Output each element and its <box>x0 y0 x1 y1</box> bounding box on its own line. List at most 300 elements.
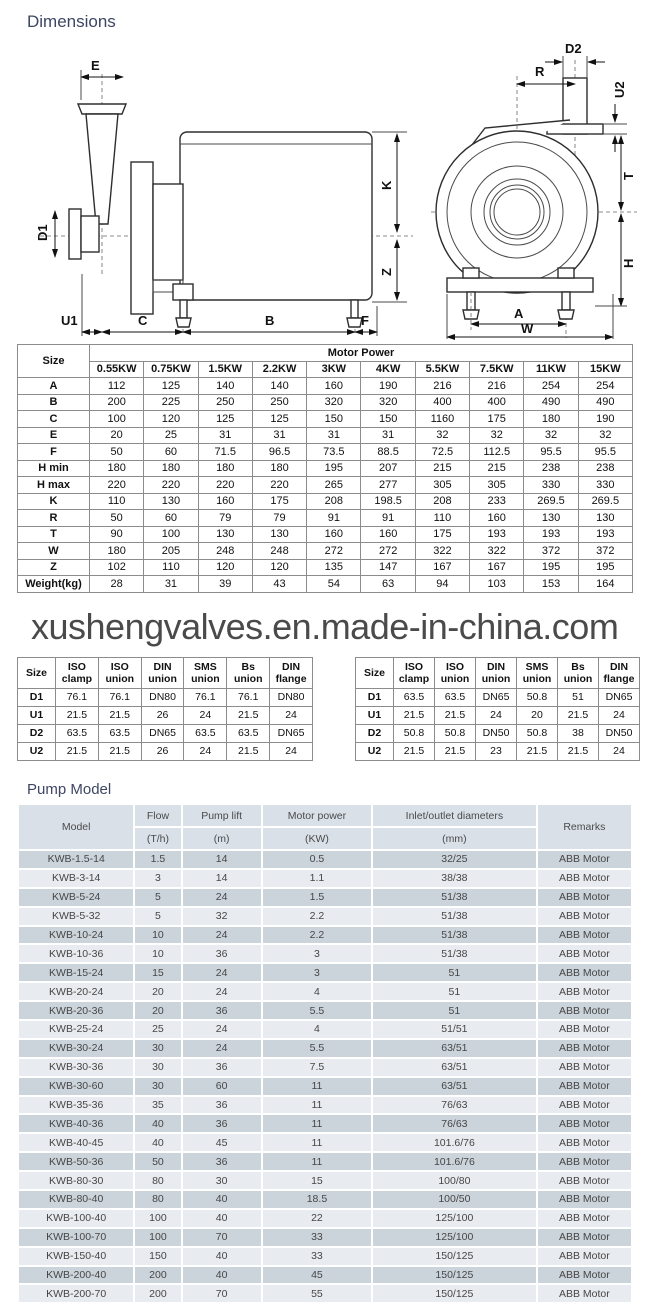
pump-model-table <box>17 803 633 1304</box>
pump-power: 7.5 <box>263 1059 371 1076</box>
dimension-value: 160 <box>198 493 252 510</box>
pump-lift: 14 <box>183 851 261 868</box>
pump-remarks: ABB Motor <box>538 1210 631 1227</box>
dimension-row <box>18 460 633 477</box>
pump-remarks: ABB Motor <box>538 1229 631 1246</box>
connection-value: 21.5 <box>558 743 599 761</box>
diameters-unit: (mm) <box>373 828 536 849</box>
dimension-value: 269.5 <box>524 493 578 510</box>
pump-lift: 36 <box>183 945 261 962</box>
dimension-value: 195 <box>578 559 632 576</box>
pump-lift: 32 <box>183 908 261 925</box>
pump-flow: 80 <box>135 1191 180 1208</box>
pump-flow: 15 <box>135 964 180 981</box>
pump-power: 33 <box>263 1248 371 1265</box>
connection-value: 63.5 <box>394 689 435 707</box>
dimension-value: 160 <box>361 526 415 543</box>
dimension-value: 215 <box>415 460 469 477</box>
dimension-value: 322 <box>415 543 469 560</box>
pump-model: KWB-80-40 <box>19 1191 133 1208</box>
pump-diameters: 32/25 <box>373 851 536 868</box>
dimension-value: 305 <box>415 477 469 494</box>
pump-lift: 70 <box>183 1229 261 1246</box>
pump-model-row <box>19 1134 631 1151</box>
dimension-value: 180 <box>90 543 144 560</box>
pump-power: 1.1 <box>263 870 371 887</box>
dimension-value: 400 <box>470 394 524 411</box>
connection-value: 21.5 <box>227 743 270 761</box>
pump-diameters: 100/50 <box>373 1191 536 1208</box>
pump-lift: 14 <box>183 870 261 887</box>
pump-remarks: ABB Motor <box>538 870 631 887</box>
pump-model: KWB-50-36 <box>19 1153 133 1170</box>
connection-value: 24 <box>270 707 313 725</box>
dimension-value: 330 <box>578 477 632 494</box>
dim-label-f: F <box>361 313 369 328</box>
dimension-value: 164 <box>578 576 632 593</box>
pump-remarks: ABB Motor <box>538 927 631 944</box>
connection-column-header: Size <box>356 658 394 689</box>
pump-remarks: ABB Motor <box>538 1134 631 1151</box>
d1-port-flange <box>69 209 81 259</box>
pump-power: 2.2 <box>263 927 371 944</box>
pump-power: 4 <box>263 983 371 1000</box>
dimension-value: 31 <box>252 427 306 444</box>
dimension-value: 320 <box>307 394 361 411</box>
pump-model-row <box>19 1002 631 1019</box>
pump-lift: 60 <box>183 1078 261 1095</box>
dimension-value: 220 <box>144 477 198 494</box>
connection-row-label: U2 <box>18 743 56 761</box>
pump-diameters: 51/38 <box>373 927 536 944</box>
connection-row <box>18 725 313 743</box>
pump-flow: 50 <box>135 1153 180 1170</box>
dimension-row <box>18 477 633 494</box>
dimension-row-label: R <box>18 510 90 527</box>
pump-model-row <box>19 1210 631 1227</box>
dimension-value: 130 <box>144 493 198 510</box>
pump-remarks: ABB Motor <box>538 851 631 868</box>
dimension-row-label: K <box>18 493 90 510</box>
pump-model: KWB-20-24 <box>19 983 133 1000</box>
pump-diameters: 38/38 <box>373 870 536 887</box>
dimension-value: 32 <box>578 427 632 444</box>
pump-power: 11 <box>263 1097 371 1114</box>
pump-power: 22 <box>263 1210 371 1227</box>
pump-flow: 30 <box>135 1078 180 1095</box>
dimension-row <box>18 444 633 461</box>
dimension-value: 110 <box>90 493 144 510</box>
dimension-value: 225 <box>144 394 198 411</box>
connection-value: DN50 <box>599 725 640 743</box>
pump-flow: 35 <box>135 1097 180 1114</box>
pump-model: KWB-80-30 <box>19 1172 133 1189</box>
dimension-value: 120 <box>198 559 252 576</box>
dimension-value: 216 <box>470 378 524 395</box>
dimension-value: 248 <box>252 543 306 560</box>
size-corner-header: Size <box>18 345 90 378</box>
connection-value: 38 <box>558 725 599 743</box>
dimension-row <box>18 576 633 593</box>
dimension-table <box>17 344 633 593</box>
pump-diameters: 51/51 <box>373 1021 536 1038</box>
dimension-value: 90 <box>90 526 144 543</box>
dimension-row-label: B <box>18 394 90 411</box>
pump-model-row <box>19 1059 631 1076</box>
dimension-value: 180 <box>252 460 306 477</box>
dimension-value: 193 <box>470 526 524 543</box>
connection-value: 21.5 <box>394 707 435 725</box>
pump-flow: 40 <box>135 1115 180 1132</box>
connection-row <box>18 743 313 761</box>
pump-side-view-drawing <box>25 44 420 340</box>
dimension-value: 95.5 <box>578 444 632 461</box>
dimension-value: 130 <box>198 526 252 543</box>
dimension-value: 220 <box>90 477 144 494</box>
dimension-value: 125 <box>252 411 306 428</box>
connection-value: 21.5 <box>98 707 141 725</box>
flow-column-header: Flow <box>135 805 180 826</box>
pump-lift: 36 <box>183 1059 261 1076</box>
dimension-row-label: Z <box>18 559 90 576</box>
pump-flow: 10 <box>135 945 180 962</box>
dimension-value: 50 <box>90 444 144 461</box>
pump-power: 4 <box>263 1021 371 1038</box>
dim-label-z: Z <box>379 268 394 276</box>
dimension-value: 272 <box>307 543 361 560</box>
pump-model-row <box>19 1248 631 1265</box>
pump-model-row <box>19 945 631 962</box>
pump-model: KWB-30-36 <box>19 1059 133 1076</box>
connection-value: 63.5 <box>98 725 141 743</box>
dimension-value: 254 <box>578 378 632 395</box>
connection-value: 21.5 <box>435 743 476 761</box>
dimension-value: 50 <box>90 510 144 527</box>
dimension-value: 372 <box>578 543 632 560</box>
dimension-value: 160 <box>470 510 524 527</box>
pump-lift: 24 <box>183 964 261 981</box>
motor-power-header: Motor Power <box>90 345 633 362</box>
power-rating-header: 4KW <box>361 361 415 378</box>
dimension-value: 140 <box>198 378 252 395</box>
connection-value: 63.5 <box>184 725 227 743</box>
dimension-value: 32 <box>470 427 524 444</box>
dimension-value: 238 <box>578 460 632 477</box>
pump-remarks: ABB Motor <box>538 1285 631 1302</box>
pump-diameters: 63/51 <box>373 1059 536 1076</box>
dimension-value: 150 <box>361 411 415 428</box>
pump-diameters: 51 <box>373 1002 536 1019</box>
dimension-value: 220 <box>252 477 306 494</box>
pump-remarks: ABB Motor <box>538 1153 631 1170</box>
connection-value: 63.5 <box>435 689 476 707</box>
dimension-value: 110 <box>144 559 198 576</box>
pump-model-row <box>19 1229 631 1246</box>
dimension-value: 79 <box>198 510 252 527</box>
dimension-value: 198.5 <box>361 493 415 510</box>
connection-column-header: DIN flange <box>270 658 313 689</box>
pump-flow: 30 <box>135 1040 180 1057</box>
dim-label-c: C <box>138 313 148 328</box>
connection-value: 26 <box>141 707 184 725</box>
connection-row <box>18 689 313 707</box>
pump-model-heading: Pump Model <box>27 781 112 798</box>
dimension-value: 305 <box>470 477 524 494</box>
dimension-value: 195 <box>307 460 361 477</box>
connection-row <box>356 725 640 743</box>
pump-flow: 20 <box>135 1002 180 1019</box>
connection-value: DN65 <box>270 725 313 743</box>
connection-row-label: U1 <box>18 707 56 725</box>
dimension-value: 190 <box>361 378 415 395</box>
pump-remarks: ABB Motor <box>538 983 631 1000</box>
dim-label-d1: D1 <box>35 224 50 241</box>
pump-lift: 24 <box>183 1040 261 1057</box>
connection-column-header: Size <box>18 658 56 689</box>
connection-row <box>18 707 313 725</box>
lift-unit: (m) <box>183 828 261 849</box>
dimension-value: 150 <box>307 411 361 428</box>
connection-column-header: SMS union <box>517 658 558 689</box>
dimension-value: 208 <box>307 493 361 510</box>
dimension-value: 60 <box>144 510 198 527</box>
connection-column-header: DIN union <box>476 658 517 689</box>
dimension-value: 265 <box>307 477 361 494</box>
dimension-value: 43 <box>252 576 306 593</box>
dimension-value: 330 <box>524 477 578 494</box>
pump-remarks: ABB Motor <box>538 908 631 925</box>
dimension-row <box>18 543 633 560</box>
pump-model-row <box>19 908 631 925</box>
dimension-value: 32 <box>524 427 578 444</box>
dimension-row <box>18 427 633 444</box>
pump-model-row <box>19 1191 631 1208</box>
connection-column-header: DIN flange <box>599 658 640 689</box>
pump-model-row <box>19 1285 631 1302</box>
connection-value: 21.5 <box>517 743 558 761</box>
dimension-row <box>18 493 633 510</box>
pump-model-row <box>19 1115 631 1132</box>
pump-flow: 200 <box>135 1285 180 1302</box>
pump-model-row <box>19 1267 631 1284</box>
connection-value: DN80 <box>270 689 313 707</box>
pump-diameters: 76/63 <box>373 1097 536 1114</box>
dimension-value: 254 <box>524 378 578 395</box>
dimension-value: 233 <box>470 493 524 510</box>
pump-diameters: 125/100 <box>373 1210 536 1227</box>
power-rating-header: 2.2KW <box>252 361 306 378</box>
dim-label-b: B <box>265 313 275 328</box>
connection-value: 51 <box>558 689 599 707</box>
pump-flow: 20 <box>135 983 180 1000</box>
power-unit: (KW) <box>263 828 371 849</box>
front-foot <box>173 284 193 300</box>
dimension-row <box>18 526 633 543</box>
dimension-value: 320 <box>361 394 415 411</box>
dimension-value: 31 <box>144 576 198 593</box>
connection-value: 21.5 <box>56 707 99 725</box>
pump-power: 11 <box>263 1115 371 1132</box>
connection-value: 24 <box>184 743 227 761</box>
pump-model-row <box>19 964 631 981</box>
pump-diameters: 51/38 <box>373 889 536 906</box>
connection-value: 21.5 <box>394 743 435 761</box>
connection-value: 21.5 <box>56 743 99 761</box>
dim-label-t: T <box>621 172 636 180</box>
connection-header-row <box>356 658 640 689</box>
pump-model: KWB-30-24 <box>19 1040 133 1057</box>
dimension-value: 73.5 <box>307 444 361 461</box>
dimension-row-label: H max <box>18 477 90 494</box>
remarks-column-header: Remarks <box>538 805 631 849</box>
pump-remarks: ABB Motor <box>538 1267 631 1284</box>
pump-header-row <box>19 805 631 826</box>
connection-row <box>356 743 640 761</box>
dimension-value: 490 <box>578 394 632 411</box>
dimension-row <box>18 394 633 411</box>
pump-power: 1.5 <box>263 889 371 906</box>
pump-flow: 100 <box>135 1229 180 1246</box>
pump-lift: 36 <box>183 1115 261 1132</box>
pump-diameters: 100/80 <box>373 1172 536 1189</box>
pump-flow: 40 <box>135 1134 180 1151</box>
connection-value: DN65 <box>141 725 184 743</box>
pump-power: 11 <box>263 1134 371 1151</box>
power-column-header: Motor power <box>263 805 371 826</box>
dimension-value: 130 <box>578 510 632 527</box>
dim-label-w: W <box>521 321 534 336</box>
connection-column-header: SMS union <box>184 658 227 689</box>
dimension-value: 180 <box>144 460 198 477</box>
dimension-value: 31 <box>198 427 252 444</box>
pump-flow: 5 <box>135 889 180 906</box>
dimension-value: 180 <box>90 460 144 477</box>
base-plate <box>447 278 593 292</box>
pump-diameters: 63/51 <box>373 1040 536 1057</box>
dimension-value: 372 <box>524 543 578 560</box>
power-rating-header: 15KW <box>578 361 632 378</box>
rear-foot <box>351 300 358 318</box>
pump-remarks: ABB Motor <box>538 889 631 906</box>
dimension-value: 130 <box>252 526 306 543</box>
connection-row-label: D2 <box>18 725 56 743</box>
pump-lift: 40 <box>183 1248 261 1265</box>
dimension-value: 110 <box>415 510 469 527</box>
pump-lift: 40 <box>183 1210 261 1227</box>
dimension-row-label: W <box>18 543 90 560</box>
power-rating-header: 3KW <box>307 361 361 378</box>
connection-row <box>356 689 640 707</box>
pump-power: 5.5 <box>263 1002 371 1019</box>
dimension-value: 250 <box>252 394 306 411</box>
pump-diameters: 51 <box>373 964 536 981</box>
power-rating-header: 5.5KW <box>415 361 469 378</box>
connection-value: 76.1 <box>56 689 99 707</box>
pump-diameters: 51/38 <box>373 908 536 925</box>
connection-value: 24 <box>270 743 313 761</box>
pump-remarks: ABB Motor <box>538 1078 631 1095</box>
dimension-value: 39 <box>198 576 252 593</box>
connection-value: 50.8 <box>435 725 476 743</box>
dimension-value: 147 <box>361 559 415 576</box>
pump-model: KWB-150-40 <box>19 1248 133 1265</box>
connection-column-header: DIN union <box>141 658 184 689</box>
pump-table-body <box>19 851 631 1302</box>
dimension-value: 100 <box>144 526 198 543</box>
dimension-value: 31 <box>361 427 415 444</box>
connection-column-header: ISO clamp <box>394 658 435 689</box>
pump-flow: 30 <box>135 1059 180 1076</box>
connection-value: 20 <box>517 707 558 725</box>
pump-flow: 150 <box>135 1248 180 1265</box>
connection-row-label: D1 <box>18 689 56 707</box>
dim-label-e: E <box>91 58 100 73</box>
pump-lift: 40 <box>183 1267 261 1284</box>
dimension-value: 31 <box>307 427 361 444</box>
dimension-value: 20 <box>90 427 144 444</box>
pump-power: 33 <box>263 1229 371 1246</box>
dimension-value: 248 <box>198 543 252 560</box>
pump-diameters: 125/100 <box>373 1229 536 1246</box>
dimension-row <box>18 559 633 576</box>
pump-model: KWB-10-24 <box>19 927 133 944</box>
pump-model-row <box>19 1153 631 1170</box>
pump-diameters: 51/38 <box>373 945 536 962</box>
pump-remarks: ABB Motor <box>538 1115 631 1132</box>
dimension-value: 200 <box>90 394 144 411</box>
connection-value: 76.1 <box>98 689 141 707</box>
dimension-row <box>18 378 633 395</box>
dimension-value: 193 <box>524 526 578 543</box>
dimension-value: 88.5 <box>361 444 415 461</box>
power-rating-header: 0.75KW <box>144 361 198 378</box>
pump-lift: 24 <box>183 889 261 906</box>
dim-label-d2: D2 <box>565 41 582 56</box>
pump-model: KWB-200-40 <box>19 1267 133 1284</box>
pump-power: 45 <box>263 1267 371 1284</box>
connection-value: 21.5 <box>98 743 141 761</box>
inlet-clamp-ferrule <box>78 104 126 114</box>
dim-label-a: A <box>514 306 524 321</box>
pump-remarks: ABB Motor <box>538 1040 631 1057</box>
connection-value: 23 <box>476 743 517 761</box>
pump-remarks: ABB Motor <box>538 1021 631 1038</box>
connection-value: 76.1 <box>227 689 270 707</box>
connection-value: 24 <box>599 707 640 725</box>
pump-model: KWB-10-36 <box>19 945 133 962</box>
dimension-value: 95.5 <box>524 444 578 461</box>
dimension-value: 193 <box>578 526 632 543</box>
pump-lift: 24 <box>183 1021 261 1038</box>
dimension-value: 63 <box>361 576 415 593</box>
lift-column-header: Pump lift <box>183 805 261 826</box>
bolt-right <box>562 292 570 310</box>
connection-value: 24 <box>476 707 517 725</box>
connection-column-header: ISO union <box>435 658 476 689</box>
dimension-value: 100 <box>90 411 144 428</box>
dimension-value: 322 <box>470 543 524 560</box>
inlet-funnel <box>86 114 118 224</box>
pump-lift: 24 <box>183 983 261 1000</box>
grille <box>153 184 183 280</box>
connection-column-header: Bs union <box>227 658 270 689</box>
dimension-value: 400 <box>415 394 469 411</box>
pump-model: KWB-100-40 <box>19 1210 133 1227</box>
dimension-row-label: Weight(kg) <box>18 576 90 593</box>
pump-model-row <box>19 851 631 868</box>
pump-model: KWB-30-60 <box>19 1078 133 1095</box>
dimension-value: 102 <box>90 559 144 576</box>
